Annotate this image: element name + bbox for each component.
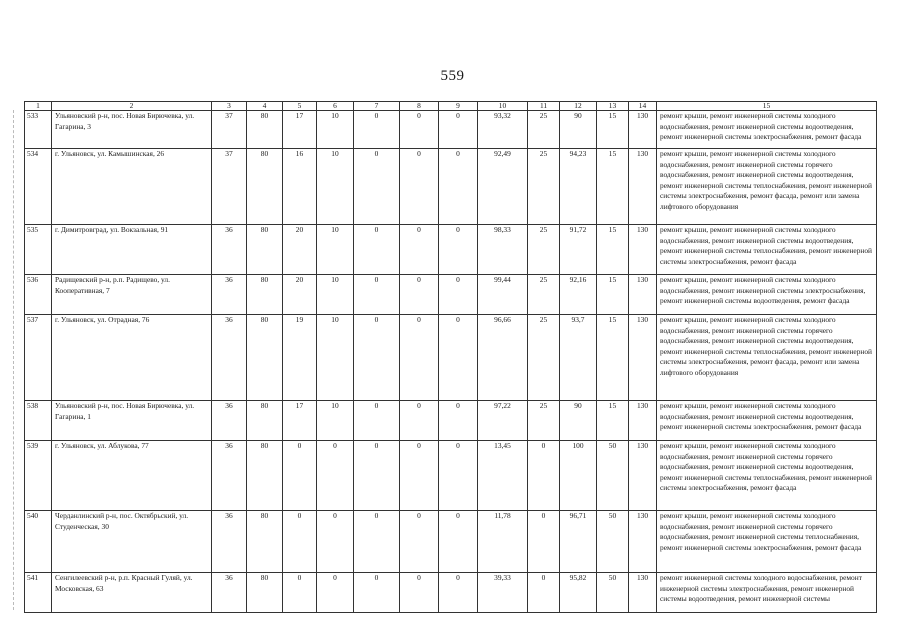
cell-c7: 0 — [354, 149, 400, 225]
works-cell: ремонт крыши, ремонт инженерной системы холодного водоснабжения, ремонт инженерной системы горячего водоснабжения, ремонт инженерной системы теплоснабжения, ремонт инженерной системы электроснабжения, ремонт фасада — [657, 511, 877, 573]
cell-c3: 37 — [212, 149, 247, 225]
row-number: 535 — [25, 225, 52, 275]
cell-c14: 130 — [629, 315, 657, 401]
table-row — [25, 275, 877, 315]
cell-c8: 0 — [400, 275, 439, 315]
cell-c4: 80 — [247, 511, 283, 573]
cell-c10: 92,49 — [478, 149, 528, 225]
cell-c13: 15 — [597, 111, 629, 149]
cell-c14: 130 — [629, 511, 657, 573]
cell-c7: 0 — [354, 573, 400, 613]
cell-c5: 20 — [283, 225, 317, 275]
cell-c5: 17 — [283, 401, 317, 441]
cell-c13: 15 — [597, 275, 629, 315]
cell-c7: 0 — [354, 441, 400, 511]
column-header-5: 5 — [283, 102, 317, 111]
cell-c9: 0 — [439, 401, 478, 441]
works-cell: ремонт крыши, ремонт инженерной системы холодного водоснабжения, ремонт инженерной системы горячего водоснабжения, ремонт инженерной системы водоотведения, ремонт инженерной системы теплоснабжения, ремонт инженерной системы электроснабжения, ремонт фасада, ремонт или замена лифтового оборудования — [657, 149, 877, 225]
cell-c10: 99,44 — [478, 275, 528, 315]
cell-c14: 130 — [629, 441, 657, 511]
cell-c4: 80 — [247, 111, 283, 149]
cell-c6: 0 — [317, 441, 354, 511]
cell-c12: 91,72 — [560, 225, 597, 275]
cell-c5: 17 — [283, 111, 317, 149]
address-cell: г. Ульяновск, ул. Аблукова, 77 — [52, 441, 212, 511]
works-cell: ремонт крыши, ремонт инженерной системы холодного водоснабжения, ремонт инженерной системы горячего водоснабжения, ремонт инженерной системы водоотведения, ремонт инженерной системы теплоснабжения, ремонт инженерной системы электроснабжения, ремонт фасада, ремонт или замена лифтового оборудования — [657, 315, 877, 401]
table-row — [25, 511, 877, 573]
cell-c9: 0 — [439, 441, 478, 511]
cell-c12: 90 — [560, 401, 597, 441]
table-row — [25, 149, 877, 225]
cell-c5: 19 — [283, 315, 317, 401]
row-number: 540 — [25, 511, 52, 573]
column-header-14: 14 — [629, 102, 657, 111]
table-row — [25, 441, 877, 511]
address-cell: Радищевский р-н, р.п. Радищево, ул. Кооперативная, 7 — [52, 275, 212, 315]
cell-c10: 97,22 — [478, 401, 528, 441]
cell-c6: 10 — [317, 149, 354, 225]
cell-c7: 0 — [354, 111, 400, 149]
row-number: 539 — [25, 441, 52, 511]
cell-c10: 39,33 — [478, 573, 528, 613]
column-header-12: 12 — [560, 102, 597, 111]
address-cell: Ульяновский р-н, пос. Новая Бирючевка, ул. Гагарина, 1 — [52, 401, 212, 441]
cell-c8: 0 — [400, 111, 439, 149]
works-cell: ремонт крыши, ремонт инженерной системы холодного водоснабжения, ремонт инженерной системы водоотведения, ремонт инженерной системы электроснабжения, ремонт фасада — [657, 111, 877, 149]
cell-c7: 0 — [354, 275, 400, 315]
cell-c9: 0 — [439, 315, 478, 401]
cell-c8: 0 — [400, 441, 439, 511]
cell-c4: 80 — [247, 275, 283, 315]
cell-c11: 25 — [528, 149, 560, 225]
repair-program-table — [24, 101, 877, 613]
table-row — [25, 225, 877, 275]
cell-c8: 0 — [400, 315, 439, 401]
cell-c5: 0 — [283, 511, 317, 573]
address-cell: Сенгилеевский р-н, р.п. Красный Гуляй, ул. Московская, 63 — [52, 573, 212, 613]
cell-c8: 0 — [400, 511, 439, 573]
column-header-1: 1 — [25, 102, 52, 111]
cell-c12: 95,82 — [560, 573, 597, 613]
cell-c10: 96,66 — [478, 315, 528, 401]
column-header-13: 13 — [597, 102, 629, 111]
address-cell: г. Димитровград, ул. Вокзальная, 91 — [52, 225, 212, 275]
cell-c11: 0 — [528, 511, 560, 573]
cell-c13: 15 — [597, 315, 629, 401]
cell-c13: 50 — [597, 511, 629, 573]
cell-c10: 11,78 — [478, 511, 528, 573]
cell-c9: 0 — [439, 573, 478, 613]
row-number: 536 — [25, 275, 52, 315]
cell-c11: 25 — [528, 401, 560, 441]
cell-c14: 130 — [629, 149, 657, 225]
column-header-8: 8 — [400, 102, 439, 111]
cell-c6: 10 — [317, 401, 354, 441]
table-body — [25, 111, 877, 613]
cell-c8: 0 — [400, 573, 439, 613]
column-header-7: 7 — [354, 102, 400, 111]
address-cell: Ульяновский р-н, пос. Новая Бирючевка, ул. Гагарина, 3 — [52, 111, 212, 149]
cell-c7: 0 — [354, 511, 400, 573]
cell-c11: 0 — [528, 573, 560, 613]
header-row — [25, 102, 877, 111]
cell-c12: 96,71 — [560, 511, 597, 573]
column-header-11: 11 — [528, 102, 560, 111]
cell-c8: 0 — [400, 225, 439, 275]
cell-c12: 100 — [560, 441, 597, 511]
cell-c7: 0 — [354, 401, 400, 441]
column-header-3: 3 — [212, 102, 247, 111]
cell-c12: 94,23 — [560, 149, 597, 225]
cell-c5: 0 — [283, 573, 317, 613]
cell-c6: 0 — [317, 573, 354, 613]
cell-c13: 15 — [597, 225, 629, 275]
cell-c13: 50 — [597, 573, 629, 613]
cell-c9: 0 — [439, 275, 478, 315]
cell-c11: 25 — [528, 225, 560, 275]
row-number: 538 — [25, 401, 52, 441]
cell-c14: 130 — [629, 225, 657, 275]
works-cell: ремонт крыши, ремонт инженерной системы холодного водоснабжения, ремонт инженерной системы водоотведения, ремонт инженерной системы теплоснабжения, ремонт инженерной системы электроснабжения, ремонт фасада — [657, 225, 877, 275]
column-header-6: 6 — [317, 102, 354, 111]
cell-c3: 36 — [212, 573, 247, 613]
cell-c8: 0 — [400, 149, 439, 225]
row-number: 534 — [25, 149, 52, 225]
cell-c9: 0 — [439, 511, 478, 573]
cell-c13: 15 — [597, 149, 629, 225]
works-cell: ремонт крыши, ремонт инженерной системы холодного водоснабжения, ремонт инженерной системы водоотведения, ремонт инженерной системы электроснабжения, ремонт фасада — [657, 401, 877, 441]
cell-c9: 0 — [439, 111, 478, 149]
works-cell: ремонт крыши, ремонт инженерной системы холодного водоснабжения, ремонт инженерной системы электроснабжения, ремонт инженерной системы водоотведения, ремонт фасада — [657, 275, 877, 315]
cell-c14: 130 — [629, 401, 657, 441]
cell-c14: 130 — [629, 275, 657, 315]
cell-c4: 80 — [247, 441, 283, 511]
cell-c6: 0 — [317, 511, 354, 573]
cell-c4: 80 — [247, 149, 283, 225]
cell-c4: 80 — [247, 573, 283, 613]
cell-c6: 10 — [317, 275, 354, 315]
page-number: 559 — [440, 68, 465, 84]
column-header-15: 15 — [657, 102, 877, 111]
cell-c3: 36 — [212, 441, 247, 511]
cell-c3: 36 — [212, 511, 247, 573]
cell-c4: 80 — [247, 401, 283, 441]
row-number: 533 — [25, 111, 52, 149]
address-cell: г. Ульяновск, ул. Отрадная, 76 — [52, 315, 212, 401]
cell-c11: 25 — [528, 275, 560, 315]
cell-c4: 80 — [247, 225, 283, 275]
table-row — [25, 573, 877, 613]
table-row — [25, 315, 877, 401]
works-cell: ремонт крыши, ремонт инженерной системы холодного водоснабжения, ремонт инженерной системы горячего водоснабжения, ремонт инженерной системы водоотведения, ремонт инженерной системы теплоснабжения, ремонт инженерной системы электроснабжения, ремонт фасада — [657, 441, 877, 511]
cell-c6: 10 — [317, 225, 354, 275]
cell-c5: 20 — [283, 275, 317, 315]
cell-c10: 98,33 — [478, 225, 528, 275]
cell-c11: 0 — [528, 441, 560, 511]
cell-c6: 10 — [317, 111, 354, 149]
cell-c3: 36 — [212, 401, 247, 441]
cell-c13: 50 — [597, 441, 629, 511]
cell-c3: 36 — [212, 315, 247, 401]
cell-c3: 36 — [212, 275, 247, 315]
cell-c12: 90 — [560, 111, 597, 149]
column-header-10: 10 — [478, 102, 528, 111]
table-container — [24, 101, 876, 613]
cell-c12: 93,7 — [560, 315, 597, 401]
cell-c3: 37 — [212, 111, 247, 149]
works-cell: ремонт инженерной системы холодного водоснабжения, ремонт инженерной системы электроснабжения, ремонт инженерной системы водоотведения, ремонт инженерной системы — [657, 573, 877, 613]
cell-c3: 36 — [212, 225, 247, 275]
cell-c4: 80 — [247, 315, 283, 401]
cell-c11: 25 — [528, 315, 560, 401]
cell-c12: 92,16 — [560, 275, 597, 315]
cell-c14: 130 — [629, 111, 657, 149]
cell-c9: 0 — [439, 225, 478, 275]
cell-c5: 0 — [283, 441, 317, 511]
cell-c6: 10 — [317, 315, 354, 401]
address-cell: Черданлинский р-н, пос. Октябрьский, ул. Студенческая, 30 — [52, 511, 212, 573]
row-number: 537 — [25, 315, 52, 401]
cell-c7: 0 — [354, 225, 400, 275]
column-header-2: 2 — [52, 102, 212, 111]
cell-c10: 13,45 — [478, 441, 528, 511]
table-row — [25, 111, 877, 149]
table-row — [25, 401, 877, 441]
cell-c9: 0 — [439, 149, 478, 225]
cell-c14: 130 — [629, 573, 657, 613]
margin-line — [13, 110, 15, 610]
cell-c10: 93,32 — [478, 111, 528, 149]
column-header-9: 9 — [439, 102, 478, 111]
cell-c5: 16 — [283, 149, 317, 225]
column-header-4: 4 — [247, 102, 283, 111]
address-cell: г. Ульяновск, ул. Камышинская, 26 — [52, 149, 212, 225]
cell-c13: 15 — [597, 401, 629, 441]
cell-c11: 25 — [528, 111, 560, 149]
cell-c7: 0 — [354, 315, 400, 401]
cell-c8: 0 — [400, 401, 439, 441]
row-number: 541 — [25, 573, 52, 613]
